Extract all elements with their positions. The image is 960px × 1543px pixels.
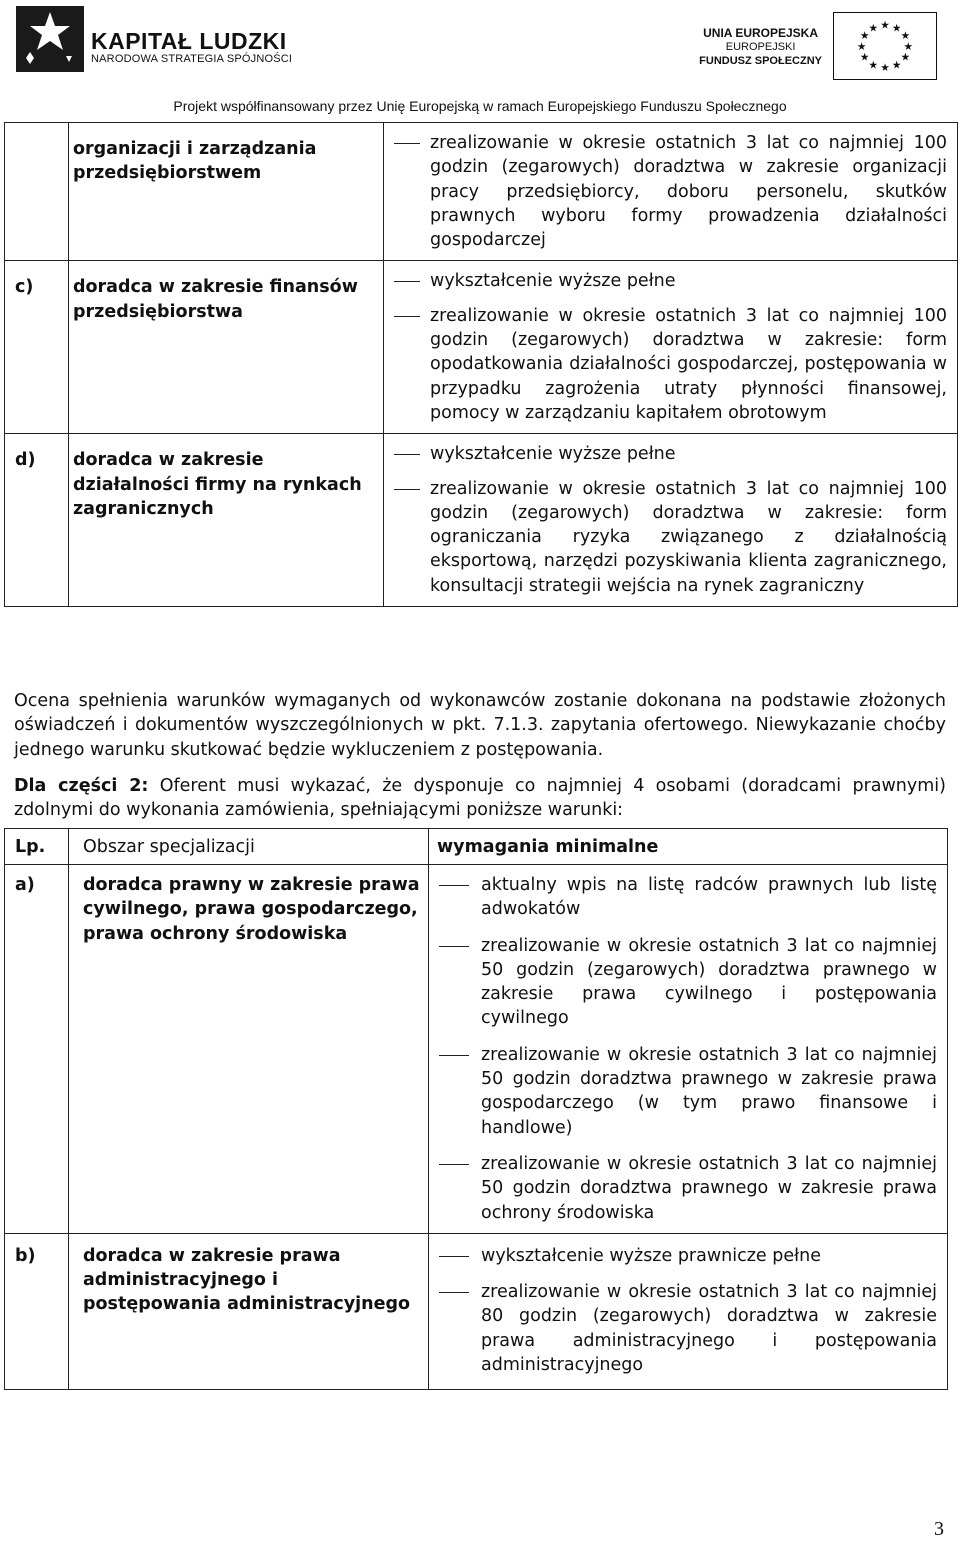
requirement-item: zrealizowanie w okresie ostatnich 3 lat co najmniej 100 godzin (zegarowych) doradztwa w zakresie organizacji pracy przedsiębiorcy, doboru personelu, skutków prawnych wyboru formy prowadzenia działalności gospodarczej: [384, 131, 947, 252]
svg-text:★: ★: [859, 29, 870, 43]
requirement-item: zrealizowanie w okresie ostatnich 3 lat co najmniej 100 godzin (zegarowych) doradztwa w zakresie: form ograniczania ryzyka związanego z działalnością eksportową, narzędzi pozyskiwania klienta zagranicznego, konsultacji strategii wejścia na rynek zagraniczny: [384, 477, 947, 598]
requirements-cell: [429, 865, 948, 1234]
table-header-row: [5, 829, 948, 865]
svg-text:★: ★: [900, 29, 911, 43]
header-requirements: wymagania minimalne: [429, 829, 948, 865]
svg-text:★: ★: [891, 21, 902, 35]
evaluation-paragraph: Ocena spełnienia warunków wymaganych od wykonawców zostanie dokonana na podstawie złożonych oświadczeń i dokumentów wyszczególnionych w pkt. 7.1.3. zapytania ofertowego. Niewykazanie choćby jednego warunku skutkować będzie wykluczeniem z postępowania.: [14, 691, 946, 760]
svg-text:★: ★: [891, 58, 902, 72]
requirement-item: zrealizowanie w okresie ostatnich 3 lat co najmniej 80 godzin (zegarowych) doradztwa w zakresie prawa administracyjnego i postępowania administracyjnego: [429, 1280, 937, 1377]
svg-text:★: ★: [880, 18, 890, 32]
eu-flag-icon: [833, 12, 937, 80]
part2-paragraph: [14, 774, 946, 823]
specialization-area: organizacji i zarządzania przedsiębiorstwem: [69, 123, 384, 261]
requirement-item: wykształcenie wyższe pełne: [384, 269, 947, 293]
row-letter: [5, 123, 69, 261]
page-header: [0, 0, 960, 124]
svg-text:★: ★: [856, 39, 867, 53]
eu-line-2: EUROPEJSKI: [725, 41, 796, 53]
requirements-table-part2: [4, 828, 948, 1390]
requirement-item: zrealizowanie w okresie ostatnich 3 lat co najmniej 100 godzin (zegarowych) doradztwa w zakresie: form opodatkowania działalności gospodarczej, postępowania w przypadku zagrożenia utraty płynności finansowej, pomocy w zarządzaniu kapitałem obrotowym: [384, 304, 947, 425]
svg-text:★: ★: [868, 21, 879, 35]
requirements-cell: [384, 261, 958, 434]
kapital-ludzki-title: KAPITAŁ LUDZKI: [91, 28, 287, 54]
table-row: [5, 1233, 948, 1389]
requirements-cell: [384, 434, 958, 607]
requirements-cell: [429, 1233, 948, 1389]
specialization-area: doradca w zakresie finansów przedsiębiorstwa: [69, 261, 384, 434]
requirements-table-part1: [4, 122, 958, 607]
table-row: [5, 434, 958, 607]
svg-text:★: ★: [900, 50, 911, 64]
part2-text: Oferent musi wykazać, że dysponuje co najmniej 4 osobami (doradcami prawnymi) zdolnymi do wykonania zamówienia, spełniającymi poniższe warunki:: [14, 776, 946, 821]
requirement-item: aktualny wpis na listę radców prawnych lub listę adwokatów: [429, 873, 937, 922]
row-letter: a): [5, 865, 69, 1234]
table-row: [5, 123, 958, 261]
svg-text:★: ★: [859, 50, 870, 64]
specialization-area: doradca prawny w zakresie prawa cywilnego, prawa gospodarczego, prawa ochrony środowiska: [69, 865, 429, 1234]
table-row: [5, 261, 958, 434]
requirement-item: zrealizowanie w okresie ostatnich 3 lat co najmniej 50 godzin doradztwa prawnego w zakresie prawa gospodarczego (w tym prawo finansowe i handlowe): [429, 1043, 937, 1140]
svg-text:★: ★: [903, 39, 914, 53]
page-number: 3: [934, 1518, 944, 1540]
header-lp: Lp.: [5, 829, 69, 865]
header-area: Obszar specjalizacji: [69, 829, 429, 865]
requirement-item: zrealizowanie w okresie ostatnich 3 lat co najmniej 50 godzin (zegarowych) doradztwa prawnego w zakresie prawa cywilnego i postępowania cywilnego: [429, 934, 937, 1031]
project-cofinancing-line: Projekt współfinansowany przez Unię Europejską w ramach Europejskiego Funduszu Społecznego: [173, 98, 787, 114]
specialization-area: doradca w zakresie prawa administracyjnego i postępowania administracyjnego: [69, 1233, 429, 1389]
requirement-item: wykształcenie wyższe prawnicze pełne: [429, 1244, 937, 1268]
row-letter: b): [5, 1233, 69, 1389]
eu-text-block: [699, 26, 822, 68]
requirement-item: zrealizowanie w okresie ostatnich 3 lat co najmniej 50 godzin doradztwa prawnego w zakresie prawa ochrony środowiska: [429, 1152, 937, 1225]
eu-line-3: FUNDUSZ SPOŁECZNY: [699, 55, 822, 67]
row-letter: c): [5, 261, 69, 434]
svg-text:★: ★: [880, 61, 890, 75]
eu-line-1: UNIA EUROPEJSKA: [703, 26, 819, 40]
part2-label: Dla części 2:: [14, 776, 149, 796]
table-row: [5, 865, 948, 1234]
kapital-ludzki-subtitle: NARODOWA STRATEGIA SPÓJNOŚCI: [91, 53, 293, 65]
requirements-cell: [384, 123, 958, 261]
row-letter: d): [5, 434, 69, 607]
requirement-item: wykształcenie wyższe pełne: [384, 442, 947, 466]
specialization-area: doradca w zakresie działalności firmy na rynkach zagranicznych: [69, 434, 384, 607]
svg-text:★: ★: [868, 58, 879, 72]
